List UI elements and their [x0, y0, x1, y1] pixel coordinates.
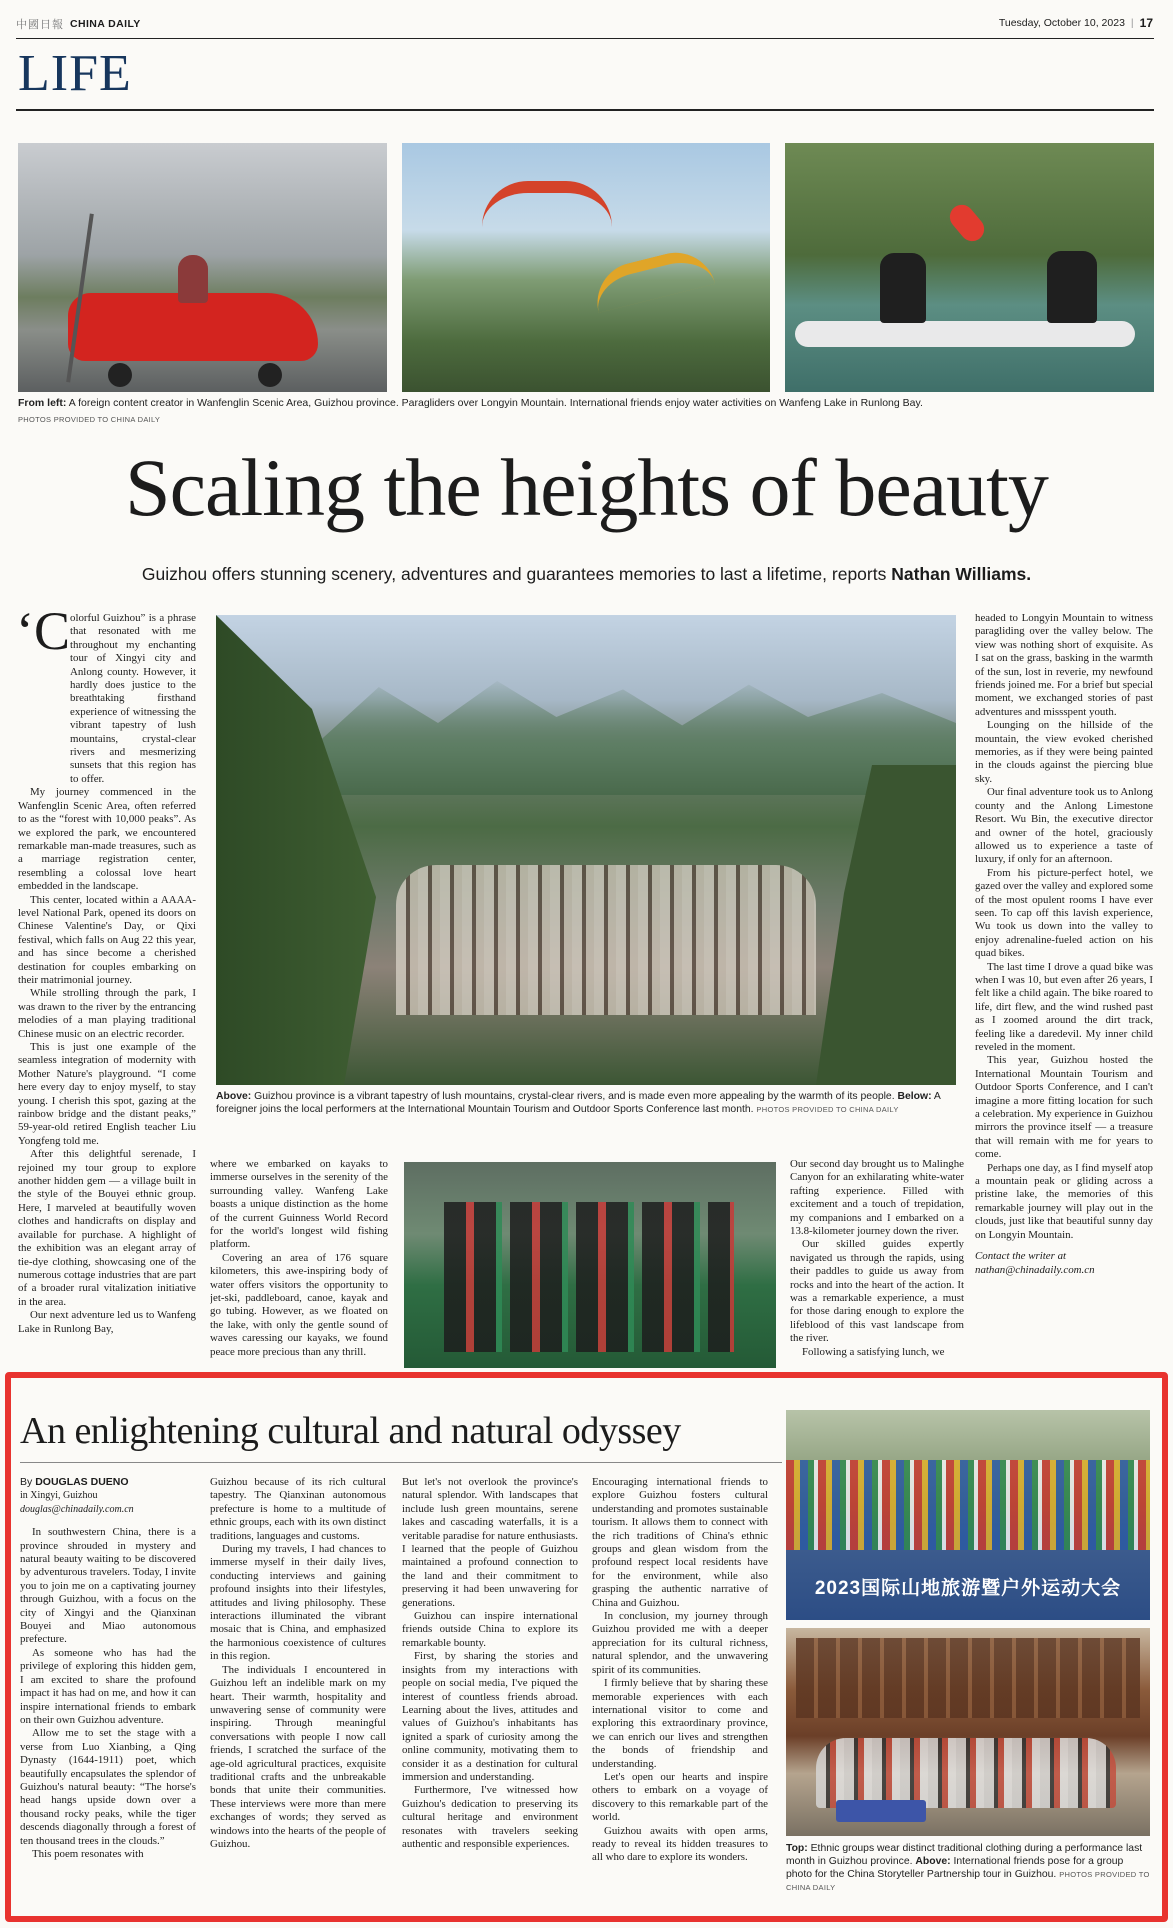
page-number: 17	[1139, 16, 1153, 30]
main-col1-p4: While strolling through the park, I was drawn to the river by the entrancing melodies of a man playing traditional Chinese music on an electric recorder.	[18, 987, 196, 1040]
main-col1-p3: This center, located within a AAAA-level National Park, opened its doors on Chinese Valentine's Day, or Qixi festival, which falls on Aug 22 this year, and has since become a cherished destination for couples embarking on their matrimonial journey.	[18, 893, 196, 986]
second-location: in Xingyi, Guizhou	[20, 1490, 98, 1502]
second-col1-p1: In southwestern China, there is a province shrouded in mystery and natural beauty waiting to be discovered by adventurous travelers. Today, I invite you to join me on a captivating journey through Guizhou, with a focus on the city of Xingyi and the Qianxinan Bouyei and Miao autonomous prefecture.	[20, 1526, 196, 1646]
caption-below-text: A foreigner joins the local performers at the International Mountain Tourism and Outdoor Sports Conference last month.	[216, 1091, 941, 1115]
main-col1-p7: Our next adventure led us to Wanfeng Lake in Runlong Bay,	[18, 1309, 196, 1335]
second-col2-p3: The individuals I encountered in Guizhou left an indelible mark on my heart. Their warmth, hospitality and unwavering sense of community were inspiring. Through meaningful conversations with people I now call friends, I scratched the surface of the age-old agricultural practices, exquisite traditional crafts and the unbreakable bonds that unite their communities. These interviews were more than mere exchanges of words; they served as windows into the hearts of the people of Guizhou.	[210, 1663, 386, 1850]
photo-gyroplane	[18, 143, 387, 392]
contact-email[interactable]: nathan@chinadaily.com.cn	[975, 1263, 1095, 1276]
second-col1-p3: Allow me to set the stage with a verse from Luo Xianbing, a Qing Dynasty (1644-1911) poet, which beautifully encapsulates the splendor of Guizhou's natural beauty: “The horse's head hangs upside down over a thousand rocky peaks, while the tiger descends diagonally through a forest of ten thousand trees in the clouds.”	[20, 1727, 196, 1847]
caption-above-text: Guizhou province is a vibrant tapestry of lush mountains, crystal-clear rivers, and is made even more appealing by the warmth of its people.	[254, 1091, 895, 1102]
main-col4-p7: Perhaps one day, as I find myself atop a mountain peak or gliding across a pristine lake, the memories of this remarkable journey will play out in the clouds, just like that beautiful sunny day on Longyin Mountain.	[975, 1161, 1153, 1241]
photo-paragliders	[402, 143, 770, 392]
second-col1	[20, 1476, 196, 1896]
second-col2-p2: During my travels, I had chances to immerse myself in their daily lives, conducting interviews and gaining profound insights into their lifestyles, attitudes and living philosophy. These interactions illuminated the vibrant mosaic that is China, and emphasized the harmonious coexistence of cultures in this region.	[210, 1543, 386, 1663]
drop-cap: ‘C	[16, 601, 70, 661]
top-caption-lead: From left:	[18, 397, 67, 409]
subhead	[0, 563, 1173, 585]
masthead-date-block	[999, 16, 1153, 30]
section-title: LIFE	[18, 45, 132, 102]
second-byline-name: DOUGLAS DUENO	[35, 1476, 129, 1488]
masthead-brand-cn: 中國日報	[16, 18, 64, 31]
main-col4-p6: This year, Guizhou hosted the International Mountain Tourism and Outdoor Sports Conference, and I can't imagine a more fitting location for such a celebration. My experience in Guizhou mirrors the province itself — a treasure that will remain with me for years to come.	[975, 1054, 1153, 1161]
contact-label: Contact the writer at	[975, 1250, 1067, 1263]
contact-line	[975, 1250, 1153, 1277]
photo-ethnic-performance	[786, 1410, 1150, 1620]
caption-below-lead: Below:	[897, 1091, 932, 1102]
main-col4-p3: Our final adventure took us to Anlong county and the Anlong Limestone Resort. Wu Bin, the executive director and owner of the hotel, graciously allowed us to experience a taste of luxury, if only for an afternoon.	[975, 786, 1153, 866]
second-col1-p2: As someone who has had the privilege of exploring this hidden gem, I am excited to share the profound impact it has had on me, and how it can inspire international friends to embark on their own Guizhou adventure.	[20, 1646, 196, 1726]
second-photos-caption	[786, 1842, 1150, 1894]
col1-para	[18, 612, 196, 786]
main-article-col2	[210, 1158, 388, 1368]
second-col4-p1: Encouraging international friends to explore Guizhou fosters cultural understanding and promotes sustainable tourism. It allows them to connect with the rich traditions of China's ethnic groups and glean wisdom from the profound respect local residents have for the environment, while also grasping the authentic narrative of China and Guizhou.	[592, 1476, 768, 1609]
second-col3-p4: Furthermore, I've witnessed how Guizhou's dedication to preserving its cultural heritage and environment resonates with travelers seeking authentic and responsible experiences.	[402, 1784, 578, 1850]
photo-kayaking	[785, 143, 1154, 392]
second-col4-p2: In conclusion, my journey through Guizhou provided me with a deeper appreciation for its cultural richness, natural splendor, and the unwavering spirit of its communities.	[592, 1610, 768, 1676]
masthead-rule	[16, 38, 1154, 39]
second-col3-p2: Guizhou can inspire international friends outside China to explore its remarkable bounty.	[402, 1610, 578, 1649]
caption-top-text: Ethnic groups wear distinct traditional clothing during a performance last month in Guizhou province.	[786, 1843, 1143, 1867]
main-col1-p5: This is just one example of the seamless integration of modernity with Mother Nature's playground. “I come here every day to enjoy myself, to stay young. I cherish this spot, gazing at the rainbow bridge and the distant peaks,” 59-year-old retired English teacher Liu Yongfeng told me.	[18, 1041, 196, 1147]
main-col1-p1: olorful Guizhou” is a phrase that resonated with me throughout my enchanting tour of Xingyi city and Anlong county. However, it hardly does justice to the breathtaking firsthand experience of witnessing the vibrant tapestry of lush mountains, crystal-clear rivers and mesmerizing sunsets that this region has to offer.	[70, 612, 196, 785]
section-rule	[16, 109, 1154, 111]
main-col4-p1: headed to Longyin Mountain to witness paragliding over the valley below. The view was nothing short of exquisite. As I sat on the grass, basking in the warmth of the sun, lost in reverie, my newfound friends joined me. For a brief but special moment, we exchanged stories of past adventures and missspent youth.	[975, 612, 1153, 718]
second-photo-credit: PHOTOS PROVIDED TO CHINA DAILY	[786, 1870, 1150, 1892]
byline-name: Nathan Williams.	[891, 564, 1032, 584]
masthead-brand: CHINA DAILY	[70, 18, 141, 30]
second-headline-rule	[20, 1462, 782, 1463]
main-col3-p3: Following a satisfying lunch, we	[802, 1345, 945, 1358]
main-article-col4	[975, 612, 1153, 1368]
main-photo-caption	[216, 1090, 956, 1116]
caption-above2-text: International friends pose for a group photo for the China Storyteller Partnership tour in Guizhou.	[786, 1856, 1124, 1880]
second-col4-p3: I firmly believe that by sharing these memorable experiences with each international visitor to come and exploring this extraordinary province, we can enrich our lives and strengthen the bonds of friendship and understanding.	[592, 1677, 768, 1770]
caption-above-lead: Above:	[216, 1091, 252, 1102]
main-article-col1	[18, 612, 196, 1368]
byline-prefix: By	[20, 1476, 33, 1488]
main-col2-p2: Covering an area of 176 square kilometers, this awe-inspiring body of water offers visitors the opportunity to jet-ski, paddleboard, canoe, kayak and go tubing. However, as we floated on the lake, with only the gentle sound of waves caressing our kayaks, we found peace more precious than any thrill.	[210, 1251, 388, 1358]
second-col2-p1: Guizhou because of its rich cultural tapestry. The Qianxinan autonomous prefecture is home to a multitude of ethnic groups, each with its own distinct traditions, languages and customs.	[210, 1476, 386, 1542]
second-col4-p4: Let's open our hearts and inspire others to embark on a voyage of discovery to this remarkable part of the world.	[592, 1770, 768, 1824]
main-col3-p1: Our second day brought us to Malinghe Canyon for an exhilarating white-water rafting experience. Filled with excitement and a touch of trepidation, my companions and I embarked on a 13.8-kilometer journey down the river.	[790, 1158, 964, 1238]
top-photos-caption	[18, 397, 1148, 410]
headline: Scaling the heights of beauty	[125, 442, 1048, 533]
main-col3-p2: Our skilled guides expertly navigated us through the rapids, using their paddles to guide us away from rocks and into the heart of the action. It was a remarkable experience, a must for those daring enough to explore the lifeblood of this vast landscape from the river.	[790, 1238, 964, 1345]
main-col1-p6: After this delightful serenade, I rejoined my tour group to explore another hidden gem — a village built in the style of the Bouyei ethnic group. Here, I marveled at beautifully woven clothes and handicrafts on display and available for purchase. A highlight of the exhibition was an elegant array of tie-dye clothing, showcasing one of the numerous cottage industries that are part of a broader rural vitalization initiative in the area.	[18, 1148, 196, 1308]
second-col4-p5: Guizhou awaits with open arms, ready to reveal its hidden treasures to all who dare to explore its wonders.	[592, 1824, 768, 1864]
main-photo-credit: PHOTOS PROVIDED TO CHINA DAILY	[756, 1105, 899, 1114]
second-byline	[20, 1476, 196, 1489]
second-headline: An enlightening cultural and natural odyssey	[20, 1410, 681, 1452]
main-col2-p1: where we embarked on kayaks to immerse ourselves in the serenity of the surrounding valley. Wanfeng Lake boasts a unique distinction as the home of the current Guinness World Record for the world's longest wild fishing platform.	[210, 1158, 388, 1251]
second-col3	[402, 1476, 578, 1896]
main-col4-p5: The last time I drove a quad bike was when I was 10, but even after 26 years, I felt like a child again. The bike roared to life, dirt flew, and the wind rushed past as I zoomed around the dirt track, feeling like a daredevil. My inner child reveled in the moment.	[975, 960, 1153, 1053]
photo-group-storytellers	[786, 1628, 1150, 1836]
caption-above2-lead: Above:	[915, 1856, 951, 1867]
top-photos-credit: PHOTOS PROVIDED TO CHINA DAILY	[18, 415, 161, 424]
main-col4-p2: Lounging on the hillside of the mountain, the view evoked cherished memories, as if they were being painted in the clouds against the piercing blue sky.	[975, 719, 1153, 785]
conference-banner-text: 2023国际山地旅游暨户外运动大会	[814, 1578, 1122, 1599]
main-col4-p4: From his picture-perfect hotel, we gazed over the valley and explored some of the most opulent rooms I have ever seen. To cap off this lavish experience, Wu took us down into the valley to enjoy adrenaline-fueled action on his quad bikes.	[975, 866, 1153, 960]
masthead-date: Tuesday, October 10, 2023	[998, 17, 1125, 29]
second-email[interactable]: douglas@chinadaily.com.cn	[20, 1503, 134, 1515]
second-col3-p1: But let's not overlook the province's natural splendor. With landscapes that include lush green mountains, serene lakes and cascading waterfalls, it is a veritable paradise for nature enthusiasts. I learned that the people of Guizhou maintained a profound connection to the land and their commitment to preserving it had been unwavering for generations.	[402, 1476, 578, 1609]
photo-valley	[216, 615, 956, 1085]
main-col1-p2: My journey commenced in the Wanfenglin Scenic Area, often referred to as the “forest with 10,000 peaks”. As we explored the park, we encountered remarkable man-made treasures, such as a marriage registration center, resembling a colossal love heart embedded in the landscape.	[18, 786, 196, 893]
second-col3-p3: First, by sharing the stories and insights from my interactions with people on social media, I've piqued the interest of countless friends abroad. Learning about the lives, attitudes and values of Guizhou's inhabitants has ignited a spark of curiosity among the online community, motivating them to consider it as a destination for cultural immersion and understanding.	[402, 1650, 578, 1783]
subhead-text: Guizhou offers stunning scenery, adventures and guarantees memories to last a lifetime, reports	[141, 564, 887, 584]
second-col1-p4: This poem resonates with	[32, 1847, 144, 1860]
main-article-col3	[790, 1158, 964, 1368]
photo-performers	[404, 1162, 776, 1368]
top-caption-text: A foreign content creator in Wanfenglin Scenic Area, Guizhou province. Paragliders over Longyin Mountain. International friends enjoy water activities on Wanfeng Lake in Runlong Bay.	[68, 397, 923, 409]
second-col2	[210, 1476, 386, 1896]
caption-top-lead: Top:	[786, 1843, 808, 1854]
masthead-logo	[16, 14, 141, 34]
second-col4	[592, 1476, 768, 1896]
masthead-separator: |	[1130, 17, 1134, 29]
